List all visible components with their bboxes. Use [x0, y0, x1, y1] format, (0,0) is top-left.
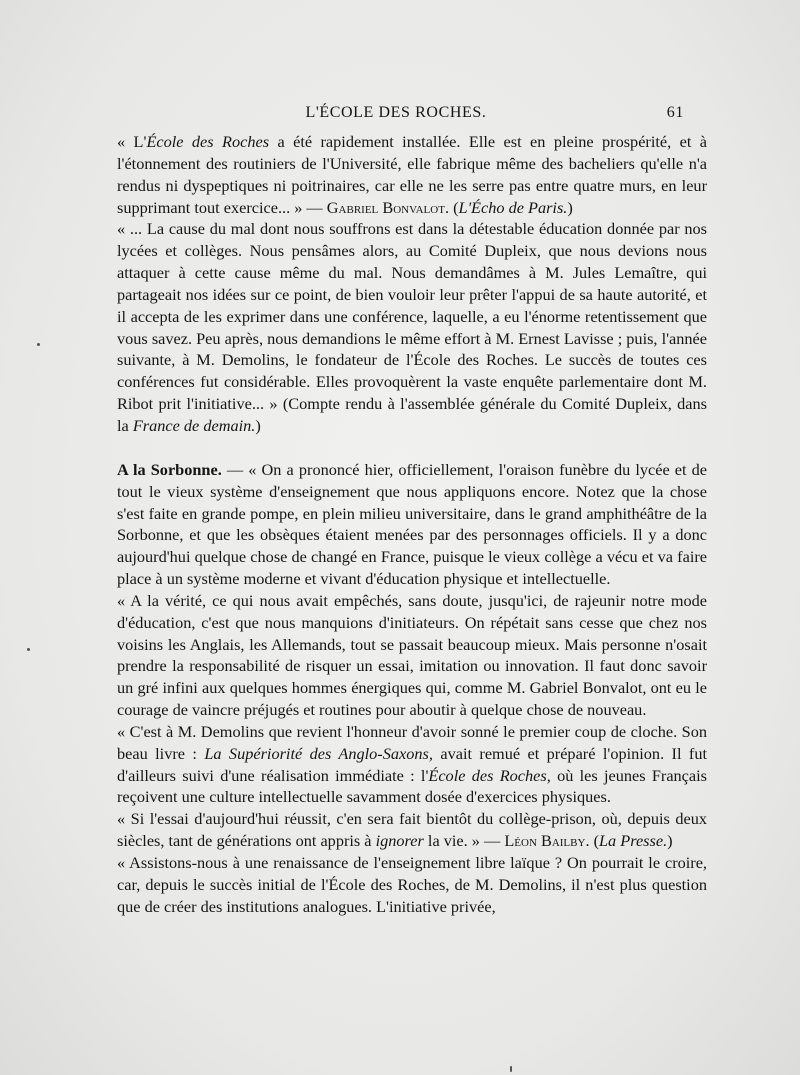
running-title: L'ÉCOLE DES ROCHES. [305, 104, 487, 121]
p1-text: « L' [117, 132, 147, 151]
p2-close: ) [255, 415, 261, 435]
p2-text: « ... La cause du mal dont nous souffrons est dans la détestable éducation donnée par nos lycées et collèges. Nous pensâmes alors, au Comité Dupleix, que nous devions nous attaquer à cette cause même du mal. Nous demandâmes à M. Jules Lemaître, qui partageait nos idées sur ce point, de bien vouloir leur prêter l'appui de sa haute autorité, et il accepta de les exprimer dans une conférence, laquelle, a eu l'énorme retentissement que vous savez. Peu après, nous demandions le même effort à M. Ernest Lavisse ; puis, l'année suivante, à M. Demolins, le fondateur de l'École des Roches. Le succès de toutes ces conférences fut considérable. Elles provoquèrent la vaste enquête parlementaire dont M. Ribot prit l'initiative... » (Compte rendu à l'assemblée générale du Comité Dupleix, dans la [117, 219, 707, 435]
p1-text-cont: a été rapidement installée. Elle est en pleine prospérité, et à l'étonnement des routiniers de l'Université, elle fabrique même des bacheliers qu'elle n'a rendus ni dyspeptiques ni poitrinaires, car elle ne les serre pas entre quatre murs, en leur supprimant tout exercice... » — [117, 132, 707, 217]
p6-punct: . ( [585, 831, 599, 851]
paragraph-6 [117, 808, 707, 852]
paragraph-4 [117, 590, 707, 721]
p7-text: « Assistons-nous à une renaissance de l'enseignement libre laïque ? On pourrait le croire, car, depuis le succès initial de l'École des Roches, de M. Demolins, il n'est plus question que de créer des institutions analogues. L'initiative privée, [117, 853, 707, 916]
p5-text-cont: avait remué et préparé l'opinion. Il fut d'ailleurs suivi d'une réalisation immédiate : l' [117, 743, 707, 785]
paragraph-3 [117, 459, 707, 590]
p1-close: ) [567, 197, 573, 217]
p2-source: France de demain. [132, 415, 256, 435]
paper-speck [27, 648, 30, 651]
page-number: 61 [666, 104, 684, 121]
p6-italic-word: ignorer [375, 831, 424, 851]
p5-text: « C'est à M. Demolins que revient l'honneur d'avoir sonné le premier coup de cloche. Son beau livre : [117, 721, 707, 763]
section-heading: A la Sorbonne. [117, 459, 222, 479]
p5-book-title: La Supériorité des Anglo-Saxons, [204, 743, 433, 763]
p1-punct: . ( [444, 197, 459, 217]
p6-source: La Presse. [599, 831, 668, 851]
p6-text-cont: la vie. » — [423, 831, 505, 851]
section-gap [117, 437, 707, 459]
paragraph-5 [117, 721, 707, 808]
paragraph-2 [117, 218, 707, 436]
p6-text: « Si l'essai d'aujourd'hui réussit, c'en sera fait bientôt du collège-prison, où, depuis deux siècles, tant de générations ont appris à [117, 809, 707, 851]
body-text [117, 131, 707, 918]
p1-source: L'Écho de Paris. [458, 197, 568, 217]
page-header [108, 104, 684, 126]
paper-speck [510, 1066, 512, 1072]
p1-italic-title: École des Roches [146, 132, 270, 151]
p5-text-end: où les jeunes Français reçoivent une culture intellectuelle savamment dosée d'exercices physiques. [117, 765, 707, 807]
p6-author: Léon Bailby [504, 831, 586, 851]
paper-speck [37, 343, 40, 346]
paragraph-7 [117, 852, 707, 918]
paragraph-1 [117, 131, 707, 218]
p5-school-name: École des Roches, [428, 765, 551, 785]
p4-text: « A la vérité, ce qui nous avait empêchés, sans doute, jusqu'ici, de rajeunir notre mode d'éducation, c'est que nous manquions d'initiateurs. On répétait sans cesse que chez nos voisins les Anglais, les Allemands, tout se passait beaucoup mieux. Mais personne n'osait prendre la responsabilité de risquer un essai, imitation ou innovation. Il faut donc savoir un gré infini aux quelques hommes énergiques qui, comme M. Gabriel Bonvalot, ont eu le courage de vaincre préjugés et routines pour aboutir à quelque chose de nouveau. [117, 590, 707, 720]
p1-author: Gabriel Bonvalot [326, 197, 445, 217]
p6-close: ) [667, 831, 673, 851]
p3-text: — « On a prononcé hier, officiellement, l'oraison funèbre du lycée et de tout le vieux système d'enseignement que nous appliquons encore. Notez que la chose s'est faite en grande pompe, en plein milieu universitaire, dans le grand amphithéâtre de la Sorbonne, et que les obsèques étaient menées par des personnages officiels. Il y a donc aujourd'hui quelque chose de changé en France, puisque le vieux collège a vécu et va faire place à un système moderne et vivant d'éducation physique et intellectuelle. [117, 459, 708, 589]
